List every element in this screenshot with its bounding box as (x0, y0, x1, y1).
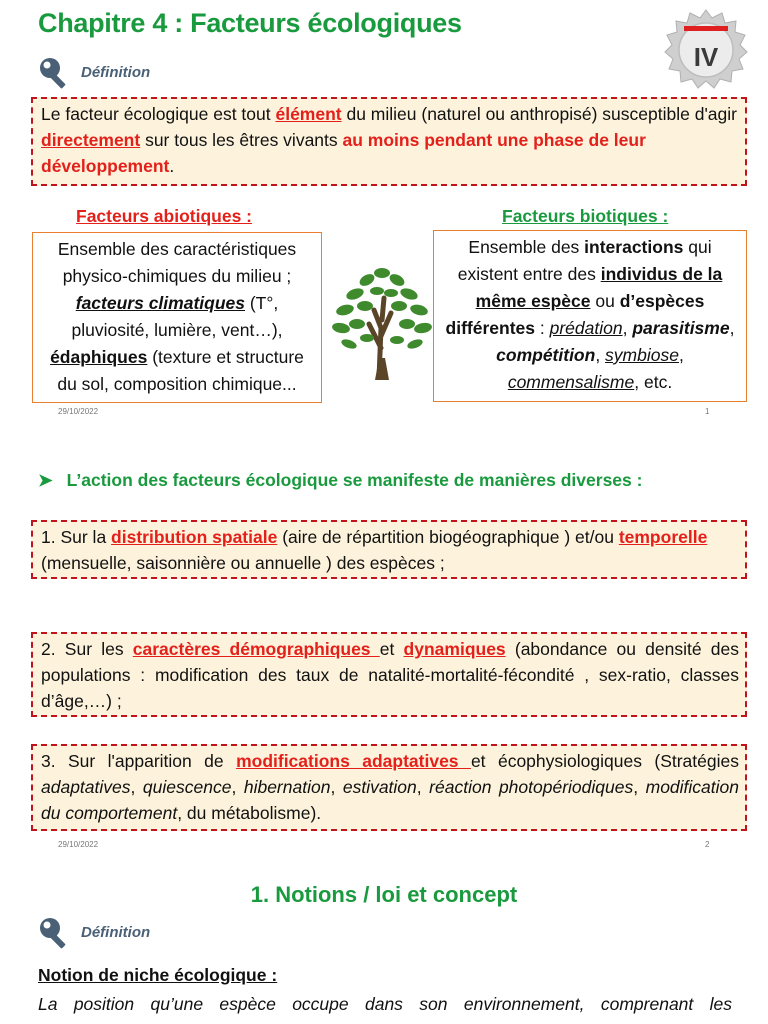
key-icon (38, 56, 72, 95)
item-2-box: 2. Sur les caractères démographiques et dynamiques (abondance ou densité des populations : modification des taux de natalité-mortalité-fécondité , sex-ratio, classes d’âge,…) ; (31, 632, 747, 717)
svg-text:IV: IV (693, 42, 719, 72)
definition-box: Le facteur écologique est tout élément du milieu (naturel ou anthropisé) susceptible d'agir directement sur tous les êtres vivants au moins pendant une phase de leur développement. (31, 97, 747, 186)
item-1-box: 1. Sur la distribution spatiale (aire de répartition biogéographique ) et/ou temporelle (mensuelle, saisonnière ou annuelle ) des espèces ; (31, 520, 747, 579)
action-bullet: ➤ L’action des facteurs écologique se manifeste de manières diverses : (38, 470, 643, 490)
section-title: 1. Notions / loi et concept (250, 882, 518, 907)
niche-paragraph: La position qu’une espèce occupe dans son environnement, comprenant les (38, 994, 732, 1014)
slide-2-date: 29/10/2022 (58, 840, 99, 849)
chapter-title: Chapitre 4 : Facteurs écologiques (38, 8, 462, 38)
abiotic-heading: Facteurs abiotiques : (76, 206, 253, 226)
slide-1-date: 29/10/2022 (58, 407, 99, 416)
chapter-badge (664, 8, 748, 92)
key-icon (38, 916, 72, 955)
slide-2-page-number: 2 (705, 840, 710, 849)
slide-1-page-number: 1 (705, 407, 710, 416)
arrow-bullet-icon: ➤ (38, 470, 53, 490)
niche-heading: Notion de niche écologique : (38, 965, 278, 985)
tree-illustration (327, 258, 437, 385)
definition-label: Définition (81, 924, 151, 941)
definition-label: Définition (81, 64, 151, 81)
biotic-heading: Facteurs biotiques : (502, 206, 669, 226)
abiotic-box: Ensemble des caractéristiques physico-chimiques du milieu ; facteurs climatiques (T°, pluviosité, lumière, vent…), édaphiques (texture et structure du sol, composition chimique... (32, 232, 322, 403)
badge-seal-icon (664, 8, 748, 92)
biotic-box: Ensemble des interactions qui existent entre des individus de la même espèce ou d’espèces différentes : prédation, parasitisme, compétition, symbiose, commensalisme, etc. (433, 230, 747, 402)
item-3-box: 3. Sur l'apparition de modifications adaptatives et écophysiologiques (Stratégies adaptatives, quiescence, hibernation, estivation, réaction photopériodiques, modification du comportement, du métabolisme). (31, 744, 747, 831)
